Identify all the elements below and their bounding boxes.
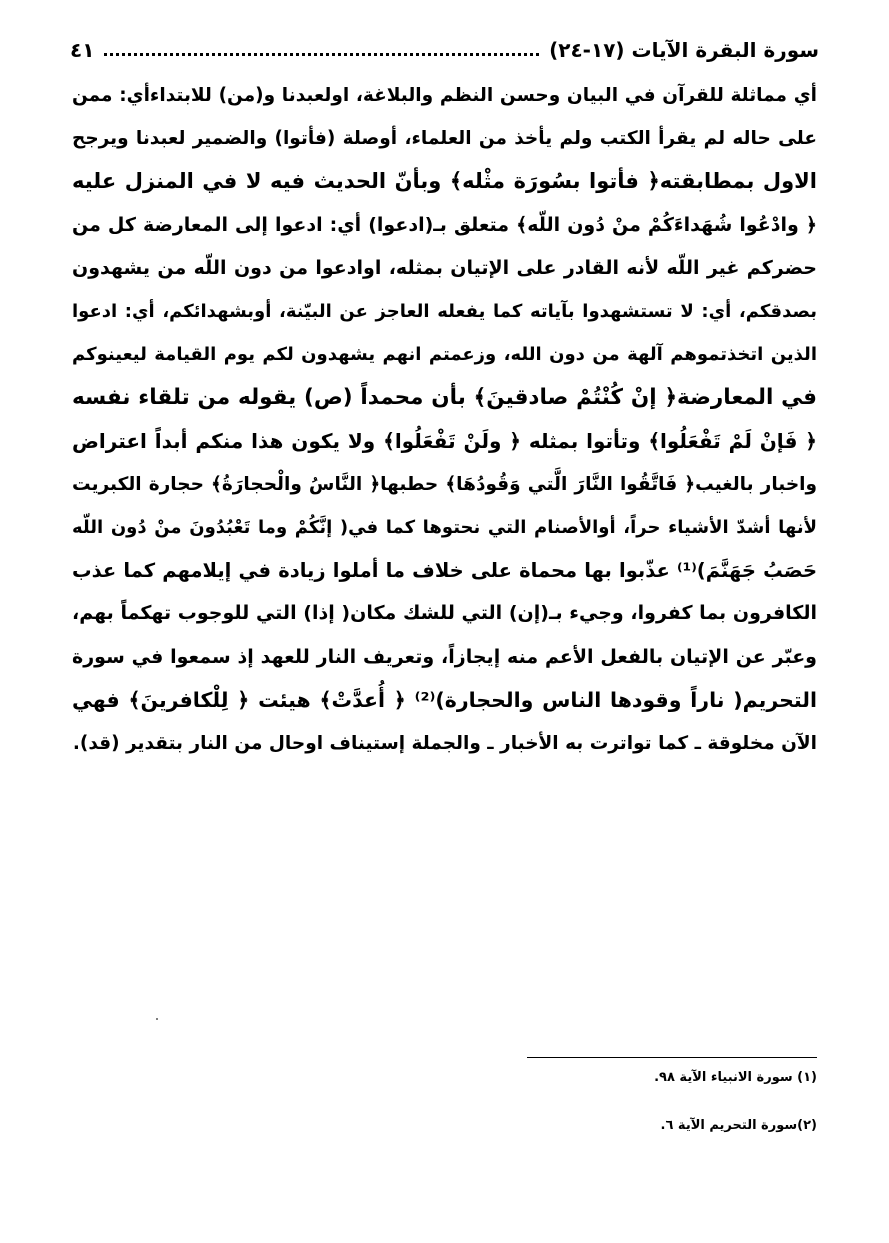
text-line: في المعارضة﴿ إنْ كُنْتُمْ صادقينَ﴾ بأن محمداً (ص) يقوله من تلقاء نفسه [72, 385, 817, 411]
text-line: بصدقكم، أي: لا تستشهدوا بآياته كما يفعله العاجز عن البيّنة، أوبشهدائكم، أي: ادعوا [72, 301, 817, 323]
footnote-2: (٢)سورة التحريم الآية ٦. [660, 1118, 817, 1133]
running-header [70, 30, 819, 70]
footnote-1: (١) سورة الانبياء الآية ٩٨. [654, 1070, 817, 1085]
page-number: ٤١ [70, 38, 95, 62]
text-line: ﴿ وادْعُوا شُهَداءَكُمْ منْ دُون اللّه﴾ متعلق بـ(ادعوا) أي: ادعوا إلى المعارضة كل من [72, 213, 817, 236]
text-line: الآن مخلوقة ـ كما تواترت به الأخبار ـ والجملة إستيناف اوحال من النار بتقدير (قد). [72, 733, 817, 755]
text-line: الكافرون بما كفروا، وجيء بـ(إن) التي للشك مكان( إذا) التي للوجوب تهكماً بهم، [72, 602, 817, 625]
text-line: أي مماثلة للقرآن في البيان وحسن النظم والبلاغة، اولعبدنا و(من) للابتداءأي: ممن [72, 85, 817, 106]
text-line: حَصَبُ جَهَنَّمَ)⁽¹⁾ عذّبوا بها محماة على خلاف ما أملوا زيادة في إيلامهم كما عذب [72, 559, 817, 583]
text-line: الاول بمطابقته﴿ فأتوا بسُورَة مثْله﴾ وبأنّ الحديث فيه لا في المنزل عليه [72, 169, 817, 194]
text-line: ﴿ فَإنْ لَمْ تَفْعَلُوا﴾ وتأتوا بمثله ﴿ ولَنْ تَفْعَلُوا﴾ ولا يكون هذا منكم أبداً اعتراض [72, 428, 817, 453]
text-line: على حاله لم يقرأ الكتب ولم يأخذ من العلماء، أوصلة (فأتوا) والضمير لعبدنا ويرجح [72, 128, 817, 150]
text-line: حضركم غير اللّه لأنه القادر على الإتيان بمثله، اوادعوا من دون اللّه من يشهدون [72, 256, 817, 279]
text-line: التحريم( ناراً وقودها الناس والحجارة)⁽²⁾ ﴿ أُعدَّتْ﴾ هيئت ﴿ لِلْكافرينَ﴾ فهي [72, 687, 818, 712]
dotted-leader [104, 53, 539, 56]
main-text [72, 74, 817, 765]
surah-title: سورة البقرة الآيات (١٧-٢٤) [549, 38, 819, 62]
print-speck [156, 1018, 158, 1020]
text-line: وعبّر عن الإتيان بالفعل الأعم منه إيجازاً، وتعريف النار للعهد إذ سمعوا في سورة [72, 645, 817, 668]
text-line: واخبار بالغيب﴿ فَاتَّقُوا النَّارَ الَّتي وَقُودُهَا﴾ حطبها﴿ النَّاسُ والْحجارَةُ﴾ حجارة الكبريت [72, 473, 817, 495]
text-line: لأنها أشدّ الأشياء حراً، أوالأصنام التي نحتوها كما في( إنَّكُمْ وما تَعْبُدُونَ منْ دُون اللّه [72, 517, 817, 539]
text-line: الذين اتخذتموهم آلهة من دون الله، وزعمتم انهم يشهدون لكم يوم القيامة ليعينوكم [72, 344, 817, 366]
footnote-separator [527, 1057, 817, 1058]
